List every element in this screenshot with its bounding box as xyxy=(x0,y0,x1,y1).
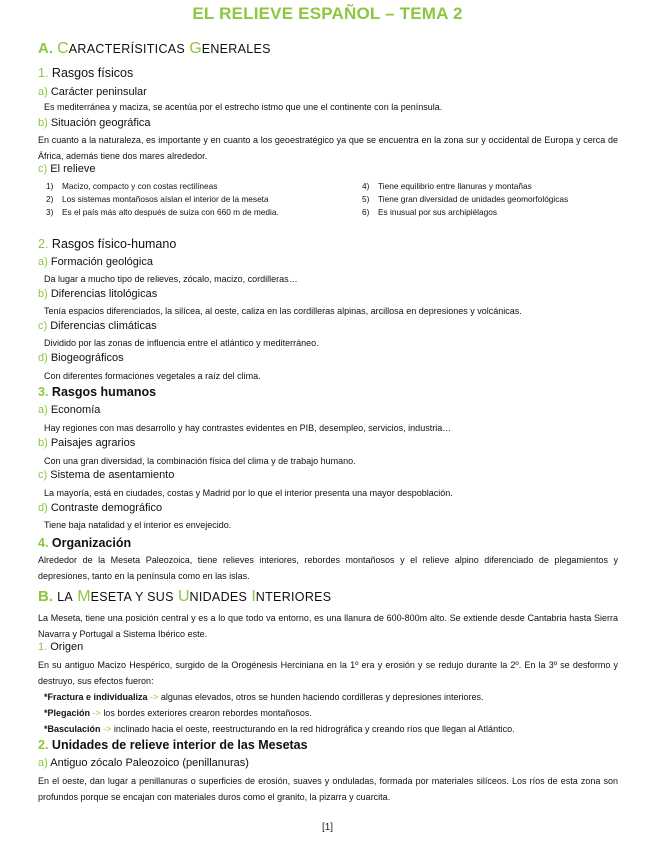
paragraph-antiguo-zocalo: En el oeste, dan lugar a penillanuras o superficies de erosión, suaves y onduladas, formada por materiales silíceos. Los ríos de esta zona son profundos porque se encajan con materiales duros como el granito, la pizarra y cuarcita. xyxy=(38,776,618,802)
heading-rasgos-fisico-humano: 2. Rasgos físico-humano xyxy=(38,237,177,251)
subheading-economia: a) Economía xyxy=(38,404,101,416)
paragraph-biogeograficos: Con diferentes formaciones vegetales a raíz del clima. xyxy=(44,371,261,381)
heading-rasgos-fisicos: 1. Rasgos físicos xyxy=(38,66,134,80)
heading-rasgos-humanos: 3. Rasgos humanos xyxy=(38,385,157,399)
section-a-word1: ARACTERÍSITICAS xyxy=(68,42,186,56)
list-item: 2) Los sistemas montañosos aíslan el interior de la meseta xyxy=(46,194,269,204)
subheading-diferencias-litologicas: b) Diferencias litológicas xyxy=(38,288,158,300)
subheading-formacion-geologica: a) Formación geológica xyxy=(38,256,153,268)
list-item: 4) Tiene equilibrio entre llanuras y montañas xyxy=(362,181,532,191)
subheading-biogeograficos: d) Biogeográficos xyxy=(38,352,124,364)
subheading-contraste-demografico: d) Contraste demográfico xyxy=(38,502,163,514)
effect-item: *Basculación -> inclinado hacia el oeste, reestructurando en la red hidrográfica y creando ríos que llegan al Atlántico. xyxy=(44,724,515,734)
section-a-cap2: G xyxy=(189,40,202,57)
subheading-antiguo-zocalo: a) Antiguo zócalo Paleozoico (penillanuras) xyxy=(38,757,249,769)
effect-item: *Fractura e individualiza -> algunas elevados, otros se hunden haciendo cordilleras y depresiones interiores. xyxy=(44,692,484,702)
subheading-sistema-asentamiento: c) Sistema de asentamiento xyxy=(38,469,175,481)
effect-item: *Plegación -> los bordes exteriores crearon rebordes montañosos. xyxy=(44,708,312,718)
heading-origen: 1. Origen xyxy=(38,641,84,653)
subheading-caracter-peninsular: a) Carácter peninsular xyxy=(38,86,147,98)
subheading-diferencias-climaticas: c) Diferencias climáticas xyxy=(38,320,157,332)
paragraph-origen: En su antiguo Macizo Hespérico, surgido de la Orogénesis Herciniana en la 1º era y erosión y se redujo durante la 2º. En la 3º se desformo y destruyo, sus efectos fueron: xyxy=(38,660,618,686)
list-item: 3) Es el país más alto después de suiza con 660 m de media. xyxy=(46,207,279,217)
heading-unidades-relieve: 2. Unidades de relieve interior de las Mesetas xyxy=(38,738,308,752)
paragraph-organizacion: Alrededor de la Meseta Paleozoica, tiene relieves interiores, rebordes montañosos y el relieve alpino diferenciado de plegamientos y depresiones, tanto en la península como en las islas. xyxy=(38,555,618,581)
section-a-cap1: C xyxy=(57,40,69,57)
paragraph-meseta-intro: La Meseta, tiene una posición central y es a lo que todo va entorno, es una llanura de 600-800m alto. Se extiende desde Cantabria hasta Sierra Navarra y Portugal a Sistema Ibérico este. xyxy=(38,613,618,639)
paragraph-situacion-geografica: En cuanto a la naturaleza, es importante y en cuanto a los geoestratégico ya que se encuentra en la zona sur y occidental de Europa y cerca de África, además tiene dos mares alrededor. xyxy=(38,135,618,161)
paragraph-formacion-geologica: Da lugar a mucho tipo de relieves, zócalo, macizo, cordilleras… xyxy=(44,274,298,284)
paragraph-contraste-demografico: Tiene baja natalidad y el interior es envejecido. xyxy=(44,520,232,530)
paragraph-diferencias-litologicas: Tenía espacios diferenciados, la silícea, al oeste, caliza en las cordilleras alpinas, arcillosa en depresiones y volcánicas. xyxy=(44,306,522,316)
paragraph-paisajes-agrarios: Con una gran diversidad, la combinación física del clima y de trabajo humano. xyxy=(44,456,356,466)
page-title: EL RELIEVE ESPAÑOL – TEMA 2 xyxy=(192,4,463,23)
section-a-word2: ENERALES xyxy=(201,42,271,56)
list-item: 5) Tiene gran diversidad de unidades geomorfológicas xyxy=(362,194,569,204)
section-a-heading xyxy=(38,40,271,58)
paragraph-economia: Hay regiones con mas desarrollo y hay contrastes evidentes en PIB, desempleo, servicios, industria… xyxy=(44,423,452,433)
paragraph-caracter-peninsular: Es mediterránea y maciza, se acentúa por el estrecho istmo que une el continente con la península. xyxy=(44,102,443,112)
list-item: 1) Macizo, compacto y con costas rectilíneas xyxy=(46,181,218,191)
subheading-paisajes-agrarios: b) Paisajes agrarios xyxy=(38,437,136,449)
subheading-el-relieve: c) El relieve xyxy=(38,163,96,175)
paragraph-diferencias-climaticas: Dividido por las zonas de influencia entre el atlántico y mediterráneo. xyxy=(44,338,319,348)
subheading-situacion-geografica: b) Situación geográfica xyxy=(38,117,151,129)
paragraph-sistema-asentamiento: La mayoría, está en ciudades, costas y Madrid por lo que el interior presenta una mayor despoblación. xyxy=(44,488,453,498)
section-b-heading: B. LA MESETA Y SUS UNIDADES INTERIORES xyxy=(38,588,332,605)
list-item: 6) Es inusual por sus archipiélagos xyxy=(362,207,497,217)
heading-organizacion: 4. Organización xyxy=(38,536,132,550)
section-a-letter: A. xyxy=(38,40,53,57)
page-number: [1] xyxy=(321,822,334,833)
